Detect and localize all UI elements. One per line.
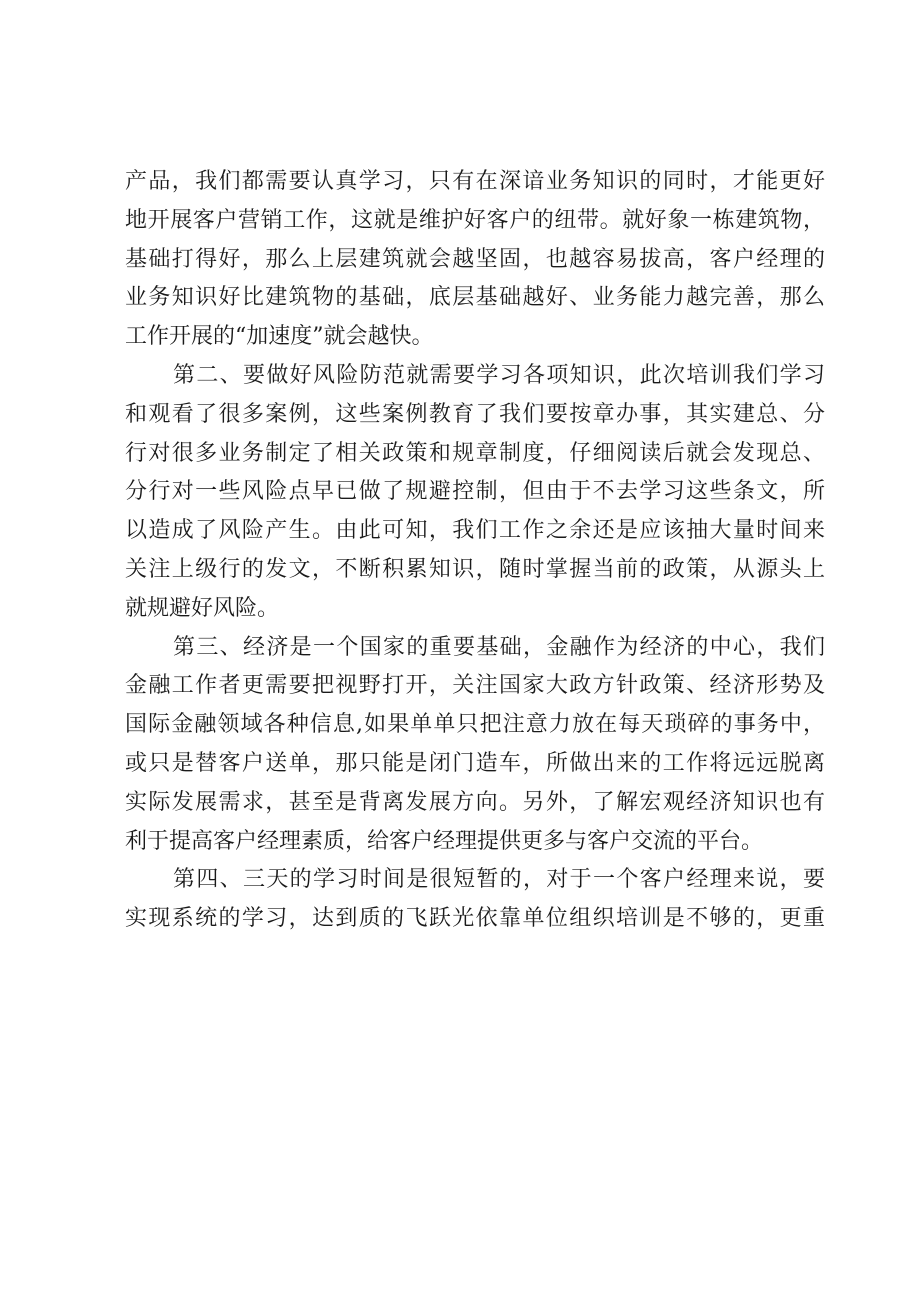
paragraph bbox=[125, 163, 825, 357]
text-line: 以造成了风险产生。由此可知，我们工作之余还是应该抽大量时间来 bbox=[125, 518, 825, 544]
text-line: 第二、要做好风险防范就需要学习各项知识，此次培训我们学习 bbox=[173, 362, 825, 388]
text-line: 业务知识好比建筑物的基础，底层基础越好、业务能力越完善，那么 bbox=[125, 285, 825, 311]
document-body bbox=[125, 163, 825, 939]
text-line: 或只是替客户送单，那只能是闭门造车，所做出来的工作将远远脱离 bbox=[125, 750, 825, 776]
text-line: 分行对一些风险点早已做了规避控制，但由于不去学习这些条文，所 bbox=[125, 479, 825, 505]
paragraph bbox=[125, 861, 825, 939]
text-line: 就规避好风险。 bbox=[125, 595, 280, 621]
text-line: 第四、三天的学习时间是很短暂的，对于一个客户经理来说，要 bbox=[173, 867, 825, 893]
text-line: 实现系统的学习，达到质的飞跃光依靠单位组织培训是不够的，更重 bbox=[125, 906, 825, 932]
text-line: 和观看了很多案例，这些案例教育了我们要按章办事，其实建总、分 bbox=[125, 401, 825, 427]
text-line: 行对很多业务制定了相关政策和规章制度，仔细阅读后就会发现总、 bbox=[125, 440, 825, 466]
text-line: 第三、经济是一个国家的重要基础，金融作为经济的中心，我们 bbox=[173, 634, 825, 660]
text-line: 产品，我们都需要认真学习，只有在深谙业务知识的同时，才能更好 bbox=[125, 169, 825, 194]
text-line: 地开展客户营销工作，这就是维护好客户的纽带。就好象一栋建筑物， bbox=[125, 207, 825, 233]
text-line: 关注上级行的发文，不断积累知识，随时掌握当前的政策，从源头上 bbox=[125, 556, 825, 582]
paragraph bbox=[125, 357, 825, 629]
text-line: 实际发展需求，甚至是背离发展方向。另外，了解宏观经济知识也有 bbox=[125, 789, 825, 815]
text-line: 金融工作者更需要把视野打开，关注国家大政方针政策、经济形势及 bbox=[125, 673, 825, 699]
text-line: 基础打得好，那么上层建筑就会越坚固，也越容易拔高，客户经理的 bbox=[125, 246, 825, 272]
text-line: 工作开展的“加速度”就会越快。 bbox=[125, 324, 434, 350]
text-line: 利于提高客户经理素质，给客户经理提供更多与客户交流的平台。 bbox=[125, 828, 764, 854]
text-line: 国际金融领域各种信息,如果单单只把注意力放在每天琐碎的事务中， bbox=[125, 712, 825, 738]
paragraph bbox=[125, 629, 825, 862]
